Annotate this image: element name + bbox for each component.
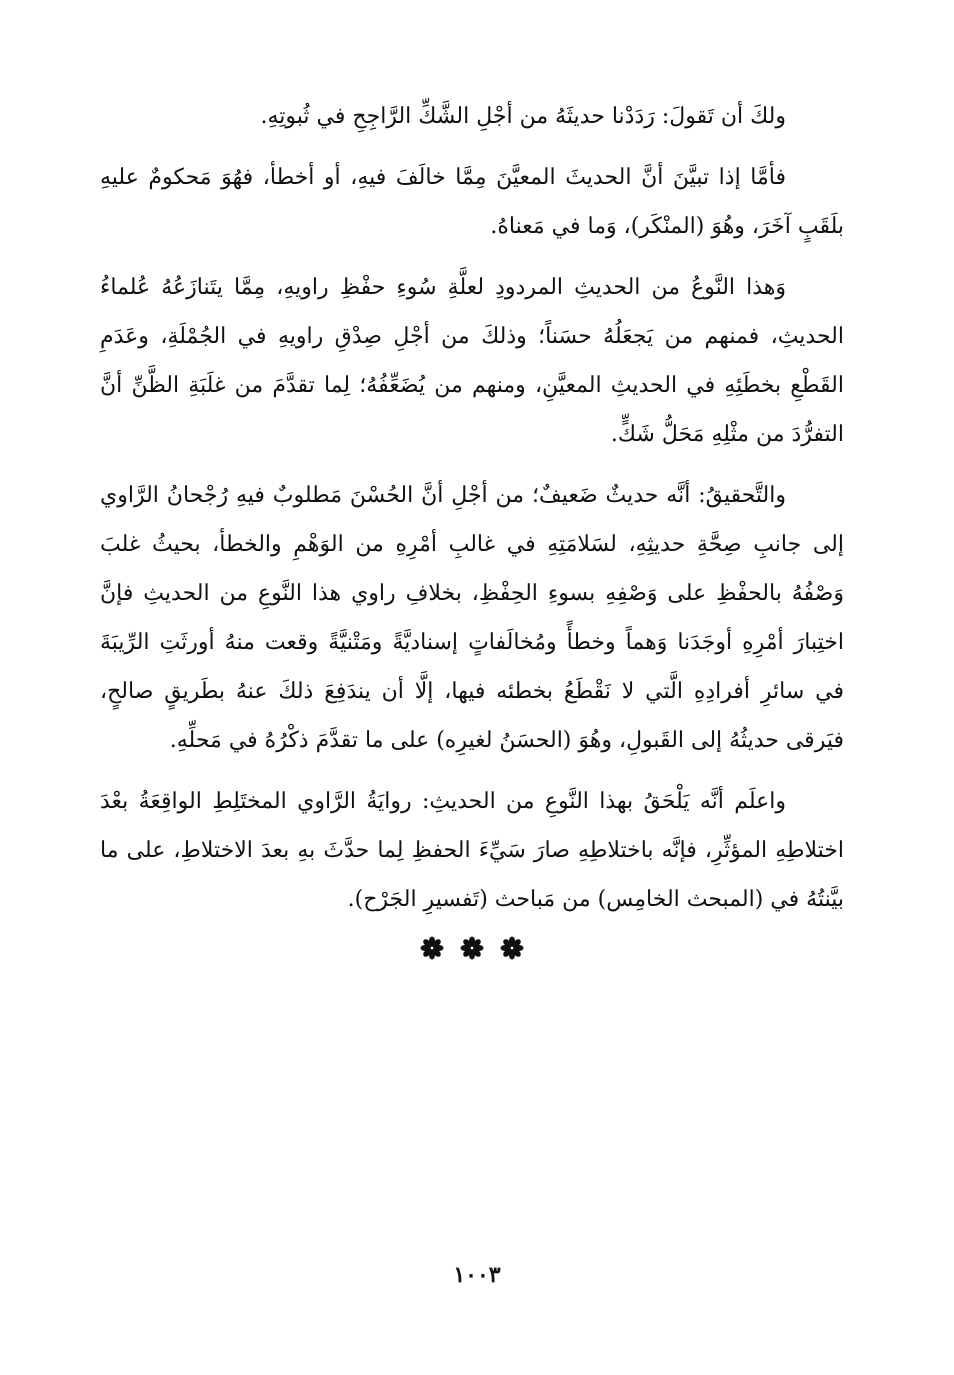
page-body xyxy=(100,92,844,960)
paragraph-2: فأمَّا إذا تبيَّنَ أنَّ الحديثَ المعيَّنَ مِمَّا خالَفَ فيهِ، أو أخطأ، فهُوَ مَحكومٌ عليهِ بلَقَبٍ آخَرَ، وهُوَ (المنْكَر)، وَما في مَعناهُ. xyxy=(100,165,844,239)
flower-ornament-icon xyxy=(500,936,524,960)
paragraph-4: والتَّحقيقُ: أنَّه حديثٌ ضَعيفٌ؛ من أجْلِ أنَّ الحُسْنَ مَطلوبٌ فيهِ رُجْحانُ الرَّاوي إلى جانبِ صِحَّةِ حديثِهِ، لسَلامَتِهِ في غالبِ أمْرِهِ من الوَهْمِ والخطأ، بحيثُ غلبَ وَصْفُهُ بالحفْظِ على وَصْفِهِ بسوءِ الحِفْظِ، بخلافِ راوي هذا النَّوعِ من الحديثِ فإنَّ اختِبارَ أمْرِهِ أوجَدَنا وَهماً وخطأً ومُخالَفاتٍ إسناديَّةً ومَتْنيَّةً وقعت منهُ أورثَتِ الرِّيبَةَ في سائرِ أفرادِهِ الَّتي لا نَقْطَعُ بخطئه فيها، إلَّا أن يندَفِعَ ذلكَ عنهُ بطَريقٍ صالحٍ، فيَرقى حديثُهُ إلى القَبولِ، وهُوَ (الحسَنُ لغيرِه) على ما تقدَّمَ ذكْرُهُ في مَحلِّهِ. xyxy=(100,483,844,753)
section-divider xyxy=(100,936,844,960)
paragraph-3: وَهذا النَّوعُ من الحديثِ المردودِ لعلَّةِ سُوءِ حفْظِ راويهِ، مِمَّا يتَنازَعُهُ عُلماءُ الحديثِ، فمنهم من يَجعَلُهُ حسَناً؛ وذلكَ من أجْلِ صِدْقِ راويهِ في الجُمْلَةِ، وعَدَمِ القَطْعِ بخطَئِهِ في الحديثِ المعيَّنِ، ومنهم من يُضَعِّفُهُ؛ لِما تقدَّمَ من غلَبَةِ الظَّنِّ أنَّ التفرُّدَ من مثْلِهِ مَحَلُّ شَكٍّ. xyxy=(100,275,844,447)
flower-ornament-icon xyxy=(460,936,484,960)
paragraph-1: ولكَ أن تَقولَ: رَدَدْنا حديثَهُ من أجْلِ الشَّكِّ الرَّاجِحِ في ثُبوتِهِ. xyxy=(260,104,786,129)
paragraph-5: واعلَم أنَّه يَلْحَقُ بهذا النَّوعِ من الحديثِ: روايَةُ الرَّاوي المختَلِطِ الواقِعَةُ بعْدَ اختلاطِهِ المؤثِّرِ، فإنَّه باختلاطِهِ صارَ سَيِّءَ الحفظِ لِما حدَّثَ بهِ بعدَ الاختلاطِ، على ما بيَّنتُهُ في (المبحث الخامِس) من مَباحث (تَفسيرِ الجَرْح). xyxy=(100,789,844,912)
flower-ornament-icon xyxy=(420,936,444,960)
page-number: ١٠٠٣ xyxy=(453,1262,501,1288)
